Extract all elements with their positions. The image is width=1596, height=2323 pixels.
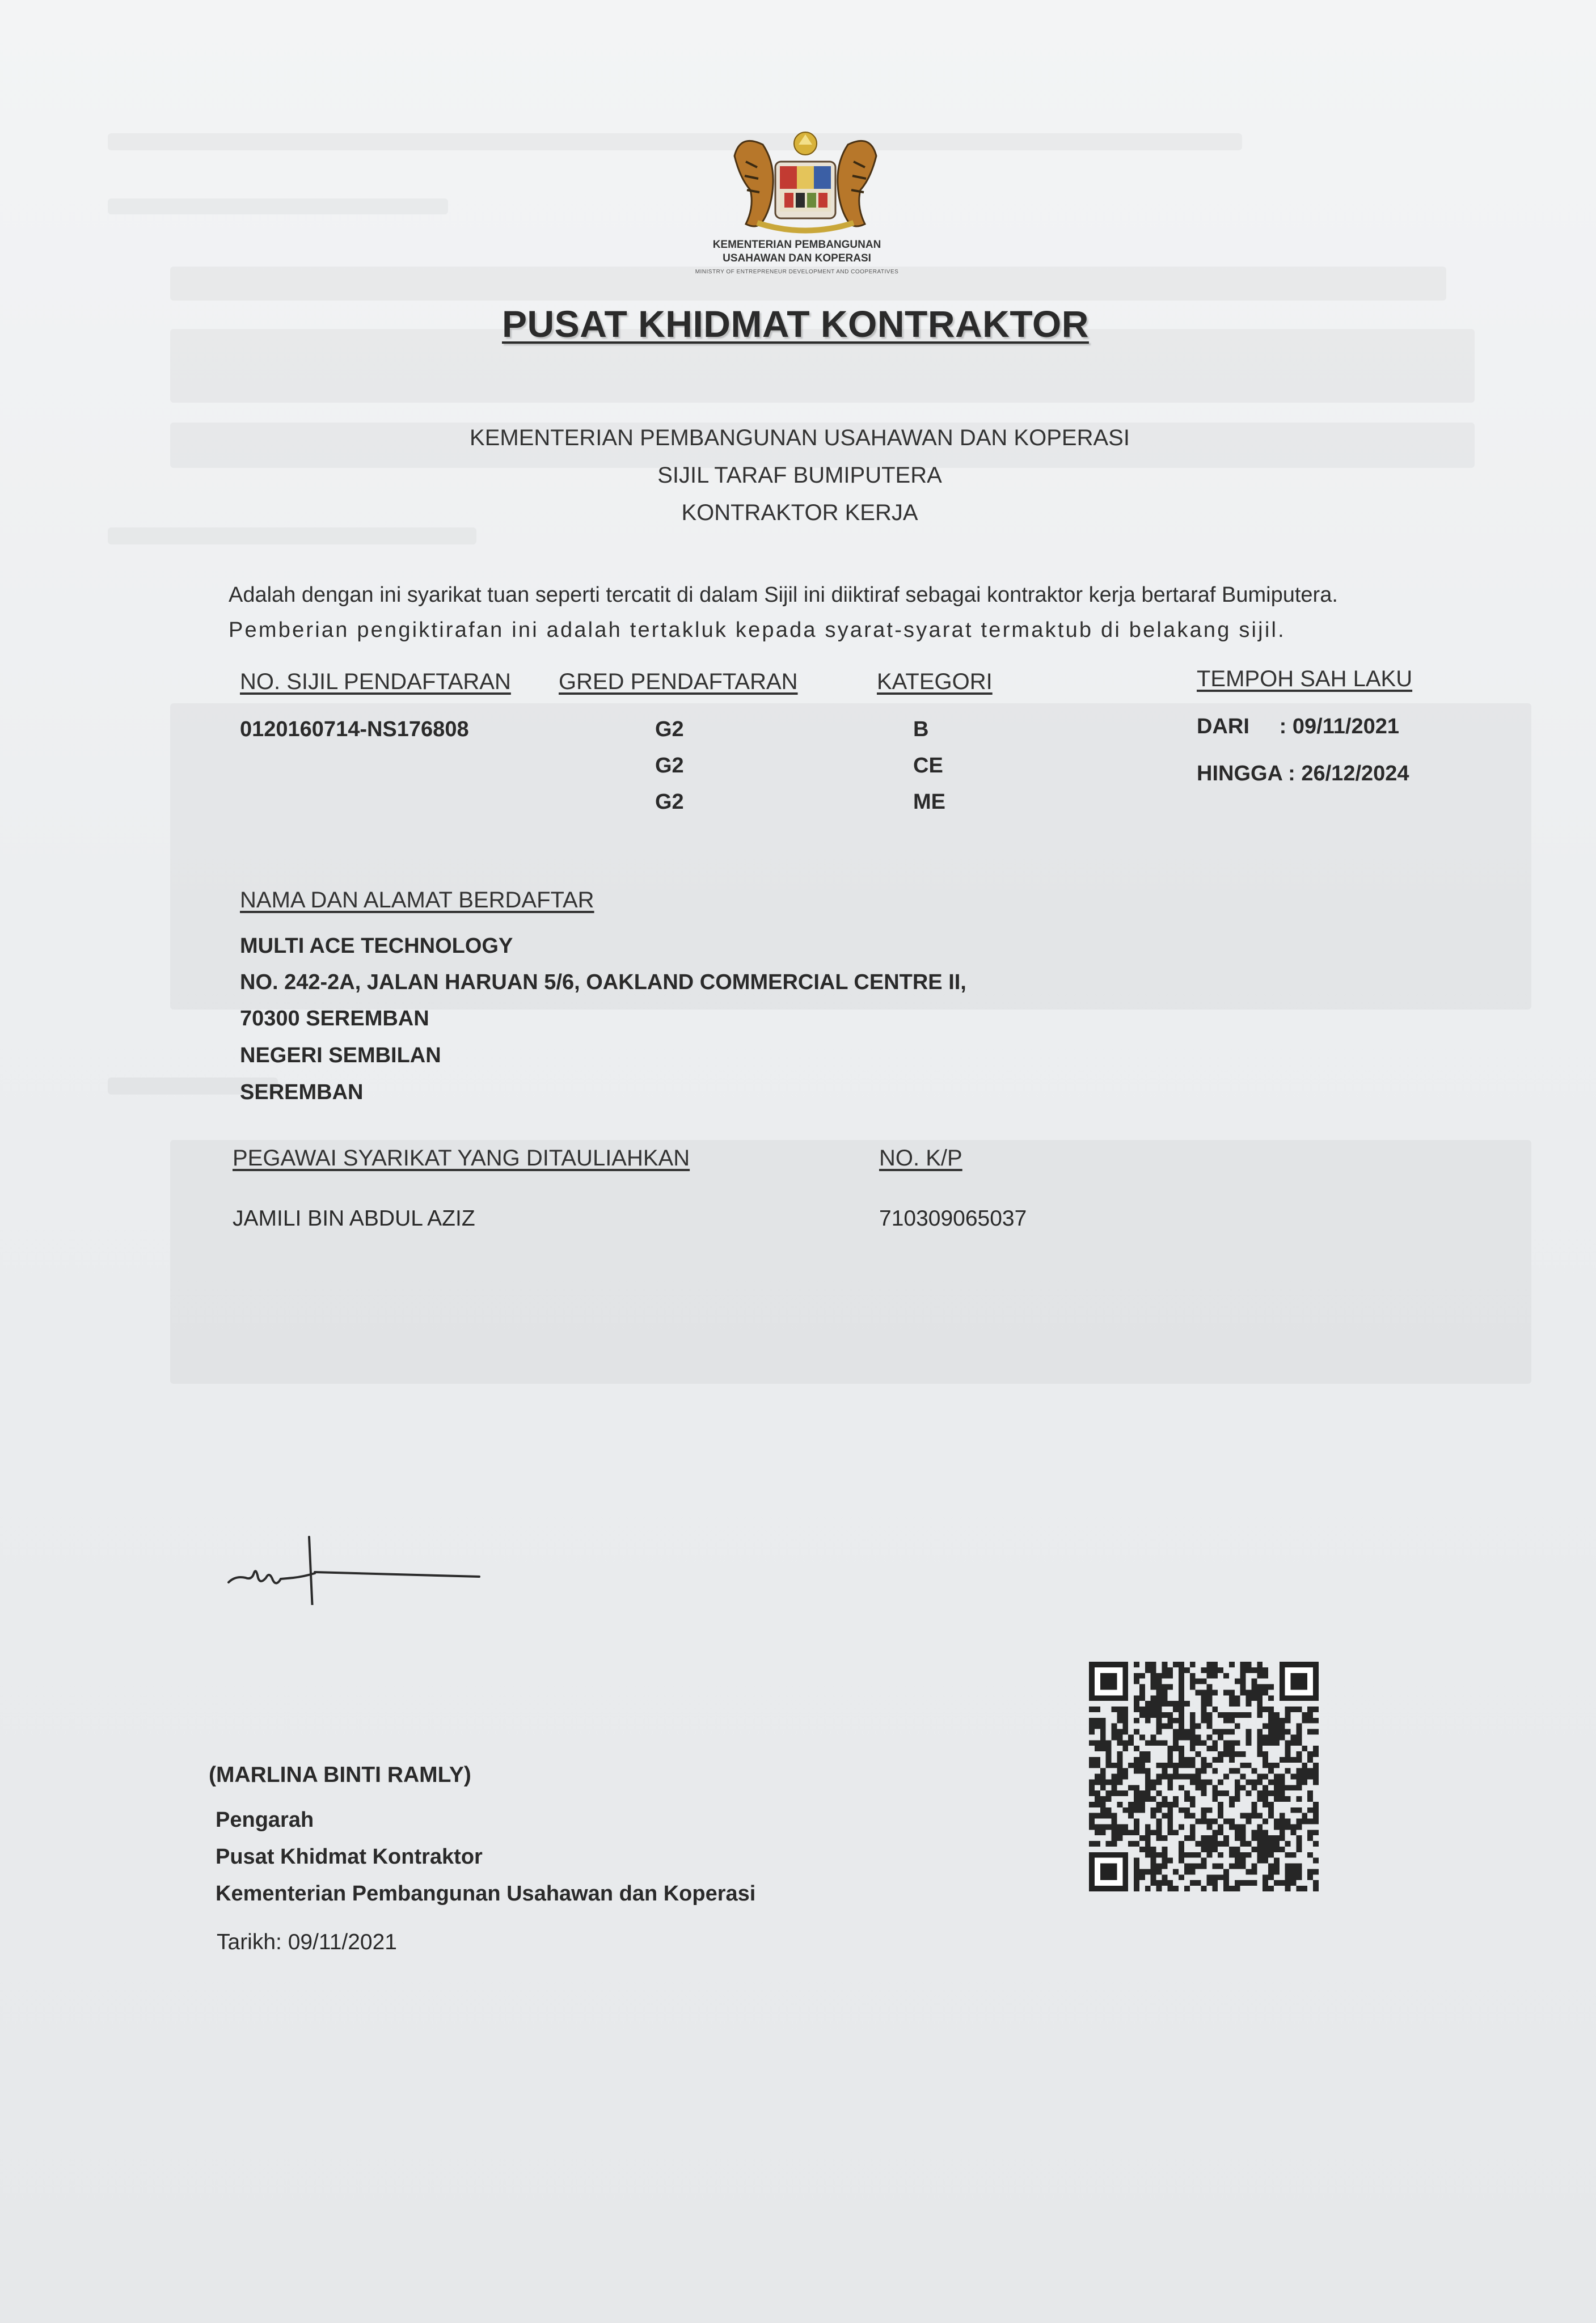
header-nokp: NO. K/P: [879, 1146, 962, 1171]
qr-code-icon: [1089, 1662, 1319, 1891]
bleed-through: [108, 527, 476, 544]
page-title: PUSAT KHIDMAT KONTRAKTOR: [502, 303, 1089, 345]
officer-name: JAMILI BIN ABDUL AZIZ: [233, 1206, 475, 1231]
category-value: ME: [913, 790, 945, 814]
ministry-logo-text: [658, 238, 936, 265]
header-tempoh: TEMPOH SAH LAKU: [1197, 666, 1413, 691]
grade-value: G2: [655, 790, 684, 814]
signatory-department: Pusat Khidmat Kontraktor: [216, 1845, 483, 1869]
header-kategori: KATEGORI: [877, 669, 993, 694]
bleed-through: [170, 703, 1531, 1010]
address-line: NEGERI SEMBILAN: [240, 1044, 441, 1067]
signatory-position: Pengarah: [216, 1808, 314, 1832]
grade-value: G2: [655, 717, 684, 741]
bleed-through: [108, 198, 448, 214]
ministry-logo-line1: KEMENTERIAN PEMBANGUNAN: [712, 239, 881, 251]
issue-date: Tarikh: 09/11/2021: [217, 1930, 397, 1954]
officer-nokp: 710309065037: [879, 1206, 1027, 1231]
no-sijil-value: 0120160714-NS176808: [240, 717, 469, 741]
header-gred: GRED PENDAFTARAN: [559, 669, 798, 694]
statement-line1: Adalah dengan ini syarikat tuan seperti tercatit di dalam Sijil ini diiktiraf sebagai kontraktor kerja bertaraf Bumiputera.: [229, 583, 1338, 607]
statement-line2: Pemberian pengiktirafan ini adalah tertakluk kepada syarat-syarat termaktub di belakang sijil.: [229, 618, 1286, 642]
malaysia-coat-of-arms-icon: [723, 122, 888, 241]
ministry-logo-line3: MINISTRY OF ENTREPRENEUR DEVELOPMENT AND COOPERATIVES: [695, 269, 899, 275]
header-officer: PEGAWAI SYARIKAT YANG DITAULIAHKAN: [233, 1146, 690, 1171]
subheading-certificate: SIJIL TARAF BUMIPUTERA: [657, 463, 942, 488]
category-value: B: [913, 717, 929, 741]
address-line: 70300 SEREMBAN: [240, 1007, 429, 1030]
signatory-ministry: Kementerian Pembangunan Usahawan dan Koperasi: [216, 1882, 756, 1906]
subheading-contractor: KONTRAKTOR KERJA: [681, 500, 918, 525]
bleed-through: [170, 1140, 1531, 1384]
signature-image: [224, 1526, 485, 1605]
bleed-through: [108, 133, 1242, 150]
ministry-logo-line2: USAHAWAN DAN KOPERASI: [723, 252, 871, 264]
subheading-ministry: KEMENTERIAN PEMBANGUNAN USAHAWAN DAN KOPERASI: [470, 425, 1130, 450]
address-line: NO. 242-2A, JALAN HARUAN 5/6, OAKLAND COMMERCIAL CENTRE II,: [240, 970, 966, 994]
validity-from: DARI : 09/11/2021: [1197, 715, 1399, 738]
address-line: MULTI ACE TECHNOLOGY: [240, 934, 513, 958]
category-value: CE: [913, 754, 943, 778]
validity-to: HINGGA : 26/12/2024: [1197, 762, 1409, 785]
grade-value: G2: [655, 754, 684, 778]
header-address: NAMA DAN ALAMAT BERDAFTAR: [240, 888, 594, 913]
address-line: SEREMBAN: [240, 1080, 364, 1104]
header-no-sijil: NO. SIJIL PENDAFTARAN: [240, 669, 511, 694]
signatory-name: (MARLINA BINTI RAMLY): [209, 1763, 471, 1787]
